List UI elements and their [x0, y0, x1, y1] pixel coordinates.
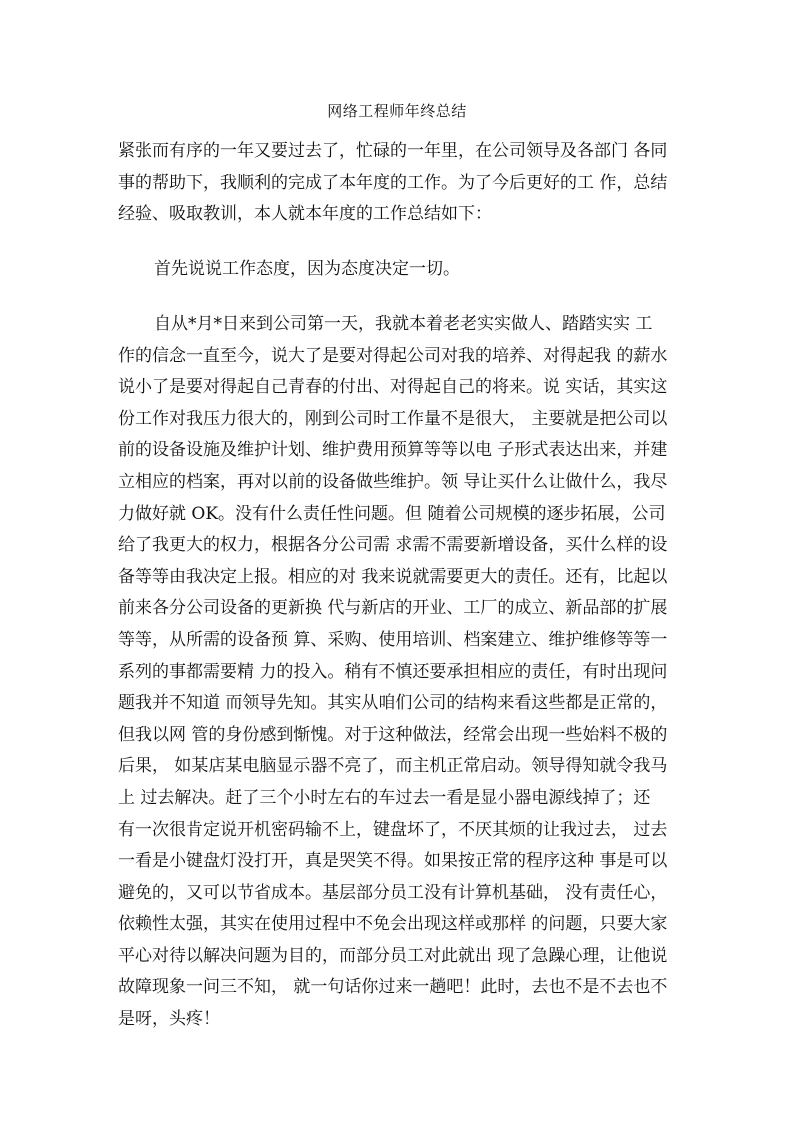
- text-line: 故障现象一问三不知， 就一句话你过来一趟吧！此时，去也不是不去也不: [118, 977, 668, 998]
- text-line: 力做好就 OK。没有什么责任性问题。但 随着公司规模的逐步拓展，公司: [118, 503, 666, 524]
- text-line: 依赖性太强，其实在使用过程中不免会出现这样或那样 的问题，只要大家: [118, 914, 668, 935]
- text-line: 前的设备设施及维护计划、维护费用预算等等以电 子形式表达出来，并建: [118, 440, 668, 461]
- text-line: 后果， 如某店某电脑显示器不亮了，而主机正常启动。领导得知就令我马: [118, 756, 668, 777]
- text-line: 给了我更大的权力，根据各分公司需 求需不需要新增设备，买什么样的设: [118, 535, 668, 556]
- text-line: 一看是小键盘灯没打开，真是哭笑不得。如果按正常的程序这种 事是可以: [118, 851, 668, 872]
- text-line: 但我以网 管的身份感到惭愧。对于这种做法，经常会出现一些始料不极的: [118, 724, 668, 745]
- paragraph-main: [118, 309, 684, 1036]
- document-title: 网络工程师年终总结: [327, 102, 467, 120]
- text-line: 有一次很肯定说开机密码输不上，键盘坏了，不厌其烦的让我过去， 过去: [118, 819, 668, 840]
- text-line: 平心对待以解决问题为目的，而部分员工对此就出 现了急躁心理，让他说: [118, 945, 668, 966]
- text-line: 事的帮助下，我顺利的完成了本年度的工作。为了今后更好的工 作，总结: [118, 172, 668, 193]
- text-line: 紧张而有序的一年又要过去了，忙碌的一年里，在公司领导及各部门 各同: [118, 141, 668, 161]
- text-line: 立相应的档案，再对以前的设备做些维护。领 导让买什么让做什么，我尽: [118, 471, 668, 492]
- paragraph-work-attitude: [118, 254, 684, 286]
- text-line: 上 过去解决。赶了三个小时左右的车过去一看是显小器电源线掉了；还: [118, 787, 651, 808]
- text-line: 是呀，头疼！: [118, 1009, 220, 1030]
- text-line: 题我并不知道 而领导先知。其实从咱们公司的结构来看这些都是正常的，: [118, 693, 668, 714]
- text-line: 避免的，又可以节省成本。基层部分员工没有计算机基础， 没有责任心，: [118, 882, 668, 903]
- text-line: 份工作对我压力很大的，刚到公司时工作量不是很大， 主要就是把公司以: [118, 408, 668, 429]
- paragraph-intro: [118, 136, 684, 231]
- text-line: 首先说说工作态度，因为态度决定一切。: [154, 259, 460, 279]
- text-line: 等等，从所需的设备预 算、采购、使用培训、档案建立、维护维修等等一: [118, 629, 668, 650]
- text-line: 自从*月*日来到公司第一天，我就本着老老实实做人、踏踏实实 工: [154, 314, 653, 334]
- text-line: 作的信念一直至今，说大了是要对得起公司对我的培养、对得起我 的薪水: [118, 345, 668, 366]
- text-line: 经验、吸取教训，本人就本年度的工作总结如下：: [118, 204, 492, 225]
- text-line: 备等等由我决定上报。相应的对 我来说就需要更大的责任。还有，比起以: [118, 566, 668, 587]
- text-line: 说小了是要对得起自己青春的付出、对得起自己的将来。说 实话，其实这: [118, 377, 668, 398]
- text-line: 系列的事都需要精 力的投入。稍有不慎还要承担相应的责任，有时出现问: [118, 661, 668, 682]
- text-line: 前来各分公司设备的更新换 代与新店的开业、工厂的成立、新品部的扩展: [118, 598, 668, 619]
